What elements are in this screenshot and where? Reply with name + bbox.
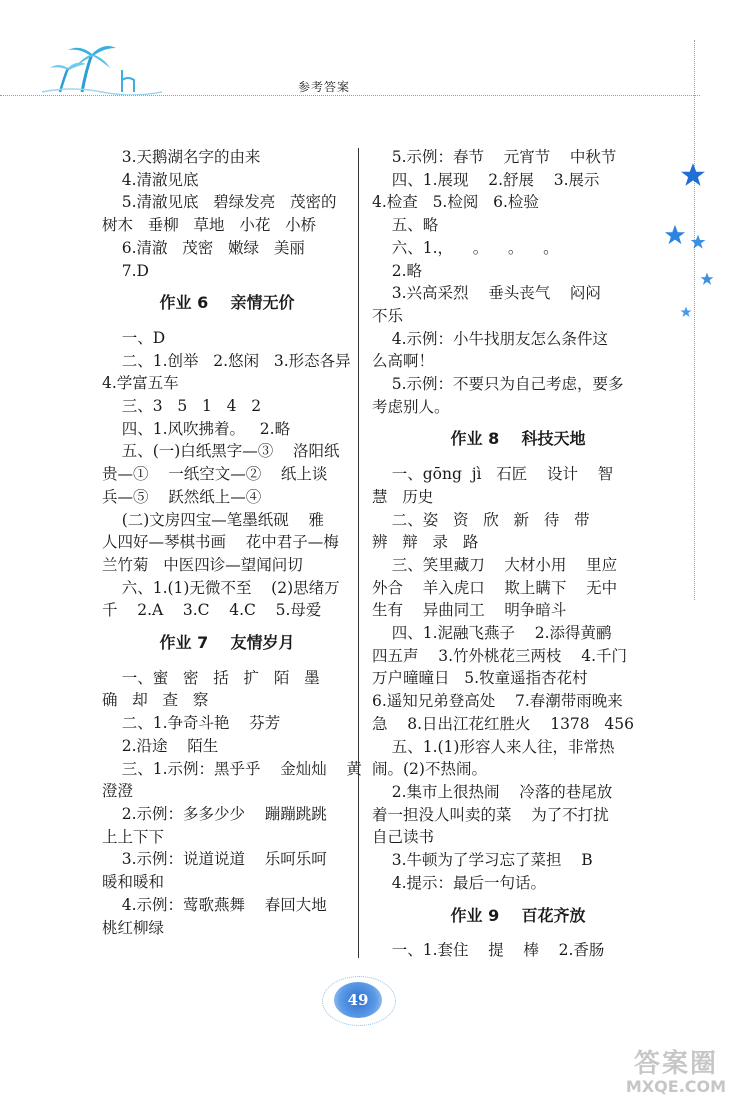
answer-line: 三、1.示例：黑乎乎 金灿灿 黄 (102, 759, 362, 778)
answer-line: 五、1.(1)形容人来人往，非常热 (372, 737, 615, 756)
answer-line: 澄澄 (102, 782, 134, 801)
answer-line: 4.示例：小牛找朋友怎么条件这 (372, 329, 608, 348)
answer-line: 2.略 (372, 261, 422, 280)
answer-line: 树木 垂柳 草地 小花 小桥 (102, 216, 317, 235)
answer-line: 二、姿 资 欣 新 待 带 (372, 510, 590, 529)
header-divider (0, 95, 700, 96)
answer-line: 不乐 (372, 306, 404, 325)
answer-line: 生有 异曲同工 明争暗斗 (372, 601, 567, 620)
watermark-url: MXQE.COM (625, 1077, 727, 1096)
star-icon (700, 272, 714, 286)
page-number: 49 (334, 982, 382, 1018)
answer-line: 6.清澈 茂密 嫩绿 美丽 (102, 238, 305, 257)
answer-line: 5.示例：春节 元宵节 中秋节 (372, 148, 617, 166)
answer-line: 4.学富五车 (102, 374, 179, 393)
answer-line: 上上下下 (102, 827, 165, 846)
answer-line: 一、D (102, 328, 166, 347)
answer-line: 贵—① 一纸空文—② 纸上谈 (102, 465, 328, 484)
answer-line: 4.示例：莺歌燕舞 春回大地 (102, 895, 327, 914)
column-divider (358, 148, 359, 958)
answer-line: 六、1.(1)无微不至 (2)思绪万 (102, 578, 340, 597)
watermark-logo (612, 1050, 740, 1100)
answer-line: 自己读书 (372, 828, 435, 847)
answer-line: 桃红柳绿 (102, 918, 165, 937)
answer-line: 3.示例：说道说道 乐呵乐呵 (102, 850, 327, 869)
answer-line: 四、1.泥融飞燕子 2.添得黄鹂 (372, 624, 612, 643)
star-icon (690, 234, 706, 250)
answer-line: 五、略 (372, 216, 439, 235)
answer-line: 6.遥知兄弟登高处 7.春潮带雨晚来 (372, 692, 623, 711)
section-heading: 作业 9 百花齐放 (450, 905, 586, 925)
page-header-title: 参考答案 (298, 80, 351, 94)
answer-line: 三、3 5 1 4 2 (102, 397, 262, 416)
answer-line: 考虑别人。 (372, 397, 450, 416)
palm-tree-icon (42, 40, 162, 95)
answer-line: 二、1.争奇斗艳 芬芳 (102, 714, 281, 733)
section-heading: 作业 6 亲情无价 (159, 293, 295, 313)
page-header (0, 0, 750, 100)
answer-line: (二)文房四宝—笔墨纸砚 雅 (102, 510, 325, 529)
answer-line: 4.清澈见底 (102, 170, 199, 189)
answer-line: 闹。(2)不热闹。 (372, 760, 487, 779)
answer-line: 四、1.风吹拂着。 2.略 (102, 419, 291, 438)
answer-line: 一、蜜 密 括 扩 陌 墨 (102, 668, 320, 687)
answer-line: 五、(一)白纸黑字—③ 洛阳纸 (102, 442, 340, 461)
answer-line: 四五声 3.竹外桃花三两枝 4.千门 (372, 646, 627, 665)
answer-line: 2.集市上很热闹 冷落的巷尾放 (372, 782, 613, 801)
right-answer-column (372, 146, 664, 962)
answer-line: 2.示例：多多少少 蹦蹦跳跳 (102, 804, 327, 823)
answer-line: 3.兴高采烈 垂头丧气 闷闷 (372, 284, 601, 303)
answer-line: 辨 辩 录 路 (372, 533, 479, 552)
answer-line: 万户曈曈日 5.牧童遥指杏花村 (372, 669, 588, 688)
answer-line: 么高啊！ (372, 352, 435, 371)
answer-line: 着一担没人叫卖的菜 为了不打扰 (372, 805, 609, 824)
answer-line: 4.检查 5.检阅 6.检验 (372, 193, 539, 212)
answer-line: 2.沿途 陌生 (102, 736, 219, 755)
star-icon (664, 224, 686, 246)
star-icon (680, 162, 706, 188)
answer-line: 确 却 查 察 (102, 691, 209, 710)
answer-line: 3.牛顿为了学习忘了菜担 B (372, 851, 593, 870)
answer-line: 7.D (102, 261, 149, 280)
answer-line: 兵—⑤ 跃然纸上—④ (102, 487, 262, 506)
section-heading: 作业 7 友情岁月 (159, 633, 295, 653)
answer-line: 5.示例：不要只为自己考虑，要多 (372, 375, 624, 394)
answer-line: 四、1.展现 2.舒展 3.展示 (372, 170, 600, 189)
answer-line: 5.清澈见底 碧绿发亮 茂密的 (102, 193, 337, 212)
answer-line: 六、1.， 。 。 。 (372, 238, 559, 257)
answer-line: 慧 历史 (372, 487, 434, 506)
section-heading: 作业 8 科技天地 (450, 429, 586, 449)
watermark-logo-text: 答案圈 (633, 1049, 718, 1079)
answer-line: 人四好—琴棋书画 花中君子—梅 (102, 533, 339, 552)
answer-line: 兰竹菊 中医四诊—望闻问切 (102, 555, 303, 574)
answer-line: 一、gōng jì 石匠 设计 智 (372, 465, 614, 484)
star-icon (680, 306, 692, 318)
answer-line: 一、1.套住 提 棒 2.香肠 (372, 941, 605, 960)
answer-line: 急 8.日出江花红胜火 1378 456 (372, 714, 635, 733)
margin-dotted-line (694, 40, 695, 600)
answer-line: 三、笑里藏刀 大材小用 里应 (372, 555, 618, 574)
answer-line: 4.提示：最后一句话。 (372, 873, 546, 892)
answer-line: 二、1.创举 2.悠闲 3.形态各异 (102, 351, 351, 370)
answer-line: 外合 羊入虎口 欺上瞒下 无中 (372, 578, 618, 597)
answer-line: 3.天鹅湖名字的由来 (102, 148, 261, 166)
answer-line: 千 2.A 3.C 4.C 5.母爱 (102, 601, 322, 620)
left-answer-column (102, 146, 362, 939)
answer-line: 暖和暖和 (102, 873, 165, 892)
